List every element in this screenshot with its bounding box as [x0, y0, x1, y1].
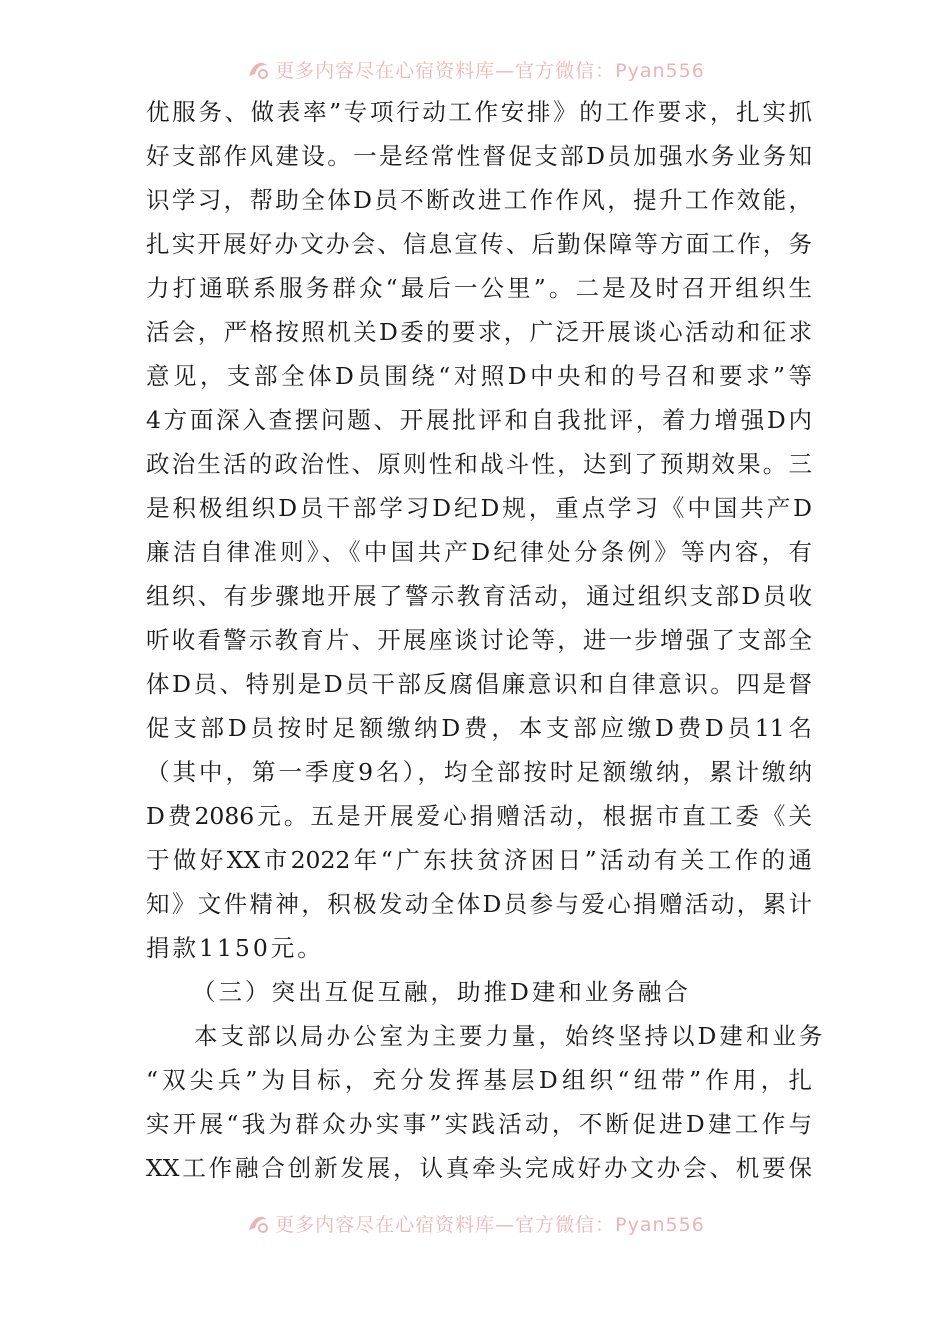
watermark-bottom: [0, 1208, 950, 1238]
text-line: （其中，第一季度9名），均全部按时足额缴纳，累计缴纳: [146, 758, 812, 786]
text-line: 4方面深入查摆问题、开展批评和自我批评，着力增强D内: [146, 406, 812, 434]
text-line: 识学习，帮助全体D员不断改进工作作风，提升工作效能，: [146, 186, 812, 214]
watermark-text: 更多内容尽在心宿资料库—官方微信：Pyan556: [275, 1213, 705, 1236]
text-line: 听收看警示教育片、开展座谈讨论等，进一步增强了支部全: [146, 626, 812, 654]
text-line: 体D员、特别是D员干部反腐倡廉意识和自律意识。四是督: [146, 670, 812, 698]
text-line: 组织、有步骤地开展了警示教育活动，通过组织支部D员收: [146, 582, 812, 610]
text-line: 促支部D员按时足额缴纳D费，本支部应缴D费D员11名: [146, 714, 812, 742]
watermark-text: 更多内容尽在心宿资料库—官方微信：Pyan556: [275, 59, 705, 82]
text-line: 于做好XX市2022年“广东扶贫济困日”活动有关工作的通: [146, 846, 812, 874]
text-line: XX工作融合创新发展，认真牵头完成好办文办会、机要保: [146, 1154, 812, 1182]
text-line: 意见，支部全体D员围绕“对照D中央和的号召和要求”等: [146, 362, 812, 390]
text-line: 好支部作风建设。一是经常性督促支部D员加强水务业务知: [146, 142, 812, 170]
document-body: [146, 90, 826, 1190]
text-line: 活会，严格按照机关D委的要求，广泛开展谈心活动和征求: [146, 318, 812, 346]
text-line: 知》文件精神，积极发动全体D员参与爱心捐赠活动，累计: [146, 890, 812, 918]
text-line: 优服务、做表率”专项行动工作安排》的工作要求，扎实抓: [146, 98, 812, 126]
watermark-top: [0, 54, 950, 84]
text-line: 捐款1150元。: [146, 934, 324, 962]
text-line: 扎实开展好办文办会、信息宣传、后勤保障等方面工作，务: [146, 230, 812, 258]
text-line: 本支部以局办公室为主要力量，始终坚持以D建和业务: [194, 1022, 826, 1050]
logo-icon: [245, 1210, 271, 1236]
text-line: D费2086元。五是开展爱心捐赠活动，根据市直工委《关: [146, 802, 812, 830]
text-line: 力打通联系服务群众“最后一公里”。二是及时召开组织生: [146, 274, 812, 302]
section-heading: （三）突出互促互融，助推D建和业务融合: [192, 978, 691, 1006]
text-line: 廉洁自律准则》、《中国共产D纪律处分条例》等内容，有: [146, 538, 812, 566]
text-line: 政治生活的政治性、原则性和战斗性，达到了预期效果。三: [146, 450, 812, 478]
text-line: 实开展“我为群众办实事”实践活动，不断促进D建工作与: [146, 1110, 812, 1138]
logo-icon: [245, 56, 271, 82]
text-line: “双尖兵”为目标，充分发挥基层D组织“纽带”作用，扎: [146, 1066, 812, 1094]
text-line: 是积极组织D员干部学习D纪D规，重点学习《中国共产D: [146, 494, 812, 522]
